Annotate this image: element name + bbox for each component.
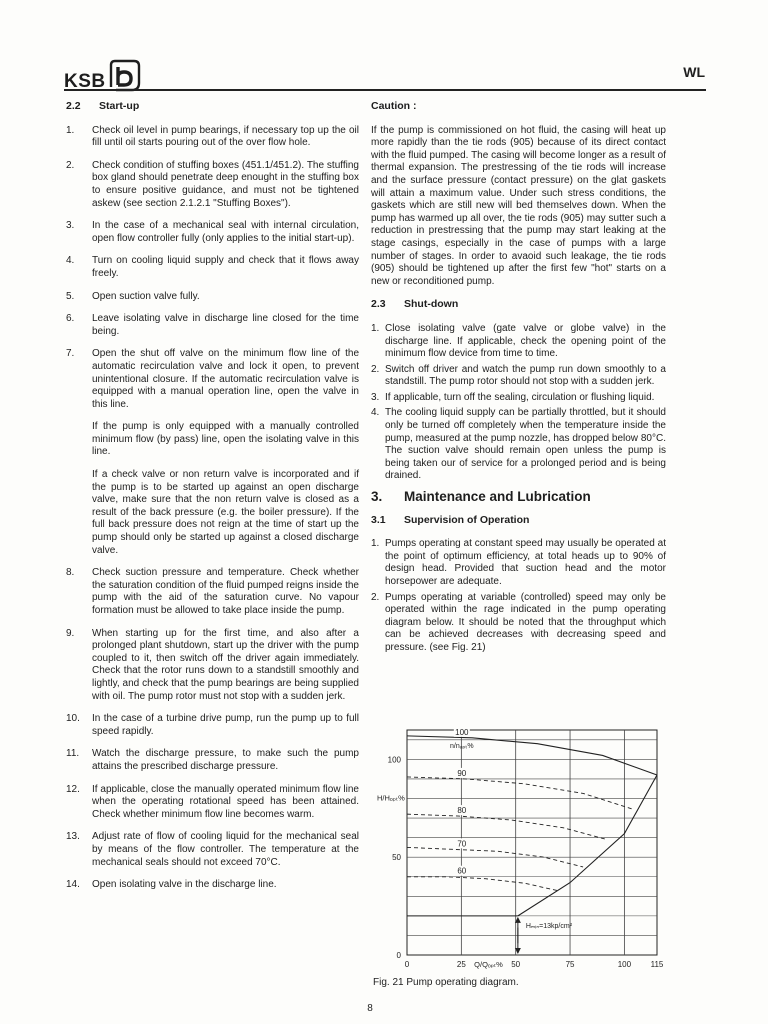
- speed-curve-100: [407, 736, 657, 775]
- speed-axis-label: n/nₒₚₜ%: [449, 742, 474, 750]
- shutdown-steps-list: [371, 323, 666, 483]
- item-number: 9.: [66, 627, 75, 639]
- pump-operating-diagram: [371, 724, 671, 974]
- caution-text: If the pump is commissioned on hot fluid, the casing will heat up more rapidly than the tie rods (905) because of its direct contact with the fluid pumped. The casing will become longer as a result of thermal expansion. The prestressing of the tie rods will increase and the surface pressure (contact pressure) on the glat gaskets will attain a maximum value. Under such stress conditions, the gaskets which are still new will bed themselves down. When the pump has warmed up all over, the tie rods (905) may sutter such a reduction in prestressing that the pump may start leaking at the stage casings, especially in the case of pumps with a large number of stages. In order to avaoid such leakage, the tie rods (905) should be tightened up after the first few "hot" starts on a new or reconditioned pump.: [371, 124, 666, 287]
- item-number: 3.: [66, 220, 75, 232]
- ksb-logo-mark-icon: [108, 57, 142, 93]
- item-paragraph: If a check valve or non return valve is incorporated and if the pump is to be started up against an open discharge valve, make sure that the non return valve is closed as a result of the back pressure (e.g. the boiler pressure). If the full back pressure does not reign at the time of start up the pump should only be started up against a closed discharge valve.: [92, 469, 359, 556]
- item-text: [92, 748, 359, 773]
- item-paragraph: Leave isolating valve in discharge line closed for the time being.: [92, 313, 359, 337]
- item-text: Close isolating valve (gate valve or globe valve) in the discharge line. If applicable, check the opening point of the minimum flow device from time to time.: [385, 322, 666, 360]
- item-number: 13.: [66, 831, 80, 843]
- list-item: [66, 160, 359, 210]
- item-number: 12.: [66, 783, 80, 795]
- caution-title: Caution :: [371, 100, 417, 112]
- logo-text: KSB: [64, 71, 106, 92]
- y-tick-label: 50: [392, 853, 401, 863]
- x-tick-label: 100: [617, 960, 632, 969]
- item-number: 2.: [371, 591, 380, 603]
- y-tick-label: 0: [396, 951, 401, 960]
- page-number: 8: [367, 1003, 373, 1014]
- min-head-label: Hₘᵢₙ=13kp/cm²: [525, 922, 573, 930]
- list-item: [66, 348, 359, 557]
- item-number: 10.: [66, 713, 80, 725]
- figure-caption: Fig. 21 Pump operating diagram.: [373, 977, 519, 988]
- x-tick-label: 50: [511, 960, 521, 969]
- section-number: 3.: [371, 489, 383, 505]
- list-item: [66, 748, 359, 773]
- item-text: [92, 313, 359, 338]
- maintenance-heading: [371, 491, 666, 504]
- item-number: 1.: [371, 322, 380, 334]
- curve-label: 80: [457, 806, 467, 816]
- max-flow-limit-line: [518, 775, 657, 916]
- item-text: [92, 220, 359, 245]
- item-text: Pumps operating at variable (controlled) speed may only be operated within the rage indicated in the pump operating diagram below. It should be noted that the throughput which can be achieved decreases with decreasing speed and pressure. (see Fig. 21): [385, 591, 666, 653]
- item-number: 1.: [371, 538, 380, 550]
- x-axis-label: Q/Qₒₚₜ%: [474, 960, 503, 969]
- curve-label: 100: [455, 727, 469, 737]
- item-number: 4.: [66, 255, 75, 267]
- item-number: 3.: [371, 391, 380, 403]
- item-paragraph: If applicable, close the manually operated minimum flow line when the operating rotational speed has been attained. Check whether minimum flow line becomes warm.: [92, 783, 359, 820]
- item-number: 4.: [371, 407, 380, 419]
- section-number: 2.2: [66, 100, 81, 112]
- plot-frame: [407, 727, 657, 955]
- list-item: [66, 125, 359, 150]
- item-number: 5.: [66, 290, 75, 302]
- left-column: [66, 100, 359, 902]
- header-divider: [64, 89, 706, 91]
- section-number: 2.3: [371, 298, 386, 311]
- list-item: [66, 628, 359, 704]
- document-code: WL: [683, 64, 705, 80]
- list-item: [371, 364, 666, 389]
- list-item: [66, 567, 359, 617]
- item-text: [92, 291, 359, 304]
- list-item: [66, 713, 359, 738]
- ksb-logo: [64, 53, 142, 93]
- list-item: [371, 392, 666, 405]
- section-title: Supervision of Operation: [404, 513, 530, 526]
- list-item: [66, 291, 359, 304]
- item-paragraph: Open suction valve fully.: [92, 290, 200, 302]
- item-paragraph: Open isolating valve in the discharge line.: [92, 879, 277, 891]
- item-text: If applicable, turn off the sealing, circulation or flushing liquid.: [385, 391, 655, 403]
- item-text: [92, 628, 359, 704]
- list-item: [371, 592, 666, 655]
- curve-label: 70: [457, 839, 467, 849]
- item-text: The cooling liquid supply can be partially throttled, but it should only be turned off completely when the temperature inside the pump, measured at the pump nozzle, has dropped below 80°C. The suction valve should remain open unless the pump is being taken our of service for a prolonged period and is being drained.: [385, 407, 666, 482]
- supervision-steps-list: [371, 538, 666, 654]
- item-text: Switch off driver and watch the pump run down smoothly to a standstill. The pump rotor should not stop with a sudden jerk.: [385, 363, 666, 388]
- startup-steps-list: [66, 125, 359, 892]
- supervision-heading: [371, 514, 666, 527]
- item-paragraph: When starting up for the first time, and also after a prolonged plant shutdown, start up the driver with the pump coupled to it, then switch off the driver again immediately. Check that the rotor runs down to a standstill smoothly and lightly, and check that the pump bearings are being supplied with oil. The pump rotor must not stop with a sudden jerk.: [92, 627, 359, 702]
- item-paragraph: If the pump is only equipped with a manually controlled minimum flow (by pass) line, open the isolating valve in this line.: [92, 421, 359, 458]
- x-tick-label: 115: [650, 960, 664, 969]
- item-number: 1.: [66, 124, 75, 136]
- item-paragraph: Check suction pressure and temperature. Check whether the saturation condition of the fluid pumped reigns inside the pump with the aid of the saturation curve. No vapour formation must be allowed to take place inside the pump.: [92, 567, 359, 616]
- item-paragraph: Open the shut off valve on the minimum flow line of the automatic recirculation valve and lock it open, to prevent unintentional closure. If the automatic recirculation valve is equipped with a manual operation line, open the valve in this line.: [92, 348, 359, 410]
- item-text: [92, 567, 359, 617]
- list-item: [371, 538, 666, 588]
- item-paragraph: Check oil level in pump bearings, if necessary top up the oil fill until oil starts pouring out of the over flow hole.: [92, 124, 359, 149]
- speed-curve-90: [407, 777, 633, 809]
- section-number: 3.1: [371, 513, 386, 526]
- item-number: 14.: [66, 879, 80, 891]
- item-text: [92, 713, 359, 738]
- section-title: Maintenance and Lubrication: [404, 489, 591, 505]
- right-column: [371, 100, 666, 658]
- startup-heading: [66, 100, 359, 113]
- list-item: [66, 784, 359, 822]
- curve-label: 60: [457, 866, 467, 876]
- item-text: [92, 879, 359, 892]
- item-number: 7.: [66, 348, 75, 360]
- list-item: [66, 255, 359, 280]
- section-title: Start-up: [99, 100, 140, 112]
- section-title: Shut-down: [404, 298, 459, 311]
- shutdown-heading: [371, 298, 666, 311]
- item-paragraph: Turn on cooling liquid supply and check that it flows away freely.: [92, 255, 359, 279]
- item-paragraph: In the case of a mechanical seal with internal circulation, open flow controller fully (only applies to the initial start-up).: [92, 220, 359, 244]
- x-tick-label: 25: [456, 960, 466, 969]
- y-tick-label: 100: [387, 755, 401, 765]
- list-item: [371, 407, 666, 483]
- item-text: [92, 831, 359, 869]
- curve-label: 90: [457, 768, 467, 778]
- item-number: 8.: [66, 567, 75, 579]
- x-tick-label: 75: [565, 960, 575, 969]
- item-text: [92, 348, 359, 557]
- item-text: [92, 160, 359, 210]
- item-number: 11.: [66, 748, 80, 760]
- item-number: 6.: [66, 313, 75, 325]
- speed-curve-60: [407, 877, 557, 891]
- list-item: [66, 220, 359, 245]
- y-axis-label: H/Hₒₚₜ%: [377, 793, 405, 803]
- item-text: [92, 255, 359, 280]
- item-number: 2.: [66, 159, 75, 171]
- item-paragraph: Watch the discharge pressure, to make such the pump attains the prescribed discharge pressure.: [92, 748, 359, 772]
- item-text: [92, 125, 359, 150]
- item-text: [92, 784, 359, 822]
- item-text: Pumps operating at constant speed may usually be operated at the point of optimum efficiency, at total heads up to 90% of design head. Provided that suction head and the motor horsepower are adequate.: [385, 538, 666, 587]
- item-paragraph: Check condition of stuffing boxes (451.1/451.2). The stuffing box gland should penetrate deep enought in the stuffing box to ensure positive guidance, and must not be tightened askew (see section 2.1.2.1 "Stuffing Boxes").: [92, 159, 359, 209]
- item-paragraph: Adjust rate of flow of cooling liquid for the mechanical seal by means of the flow controller. The temperature at the mechanical seals should not exceed 70°C.: [92, 831, 359, 868]
- item-paragraph: In the case of a turbine drive pump, run the pump up to full speed rapidly.: [92, 713, 359, 737]
- x-tick-label: 0: [404, 960, 410, 969]
- list-item: [66, 313, 359, 338]
- item-number: 2.: [371, 363, 380, 375]
- list-item: [66, 879, 359, 892]
- list-item: [371, 323, 666, 361]
- list-item: [66, 831, 359, 869]
